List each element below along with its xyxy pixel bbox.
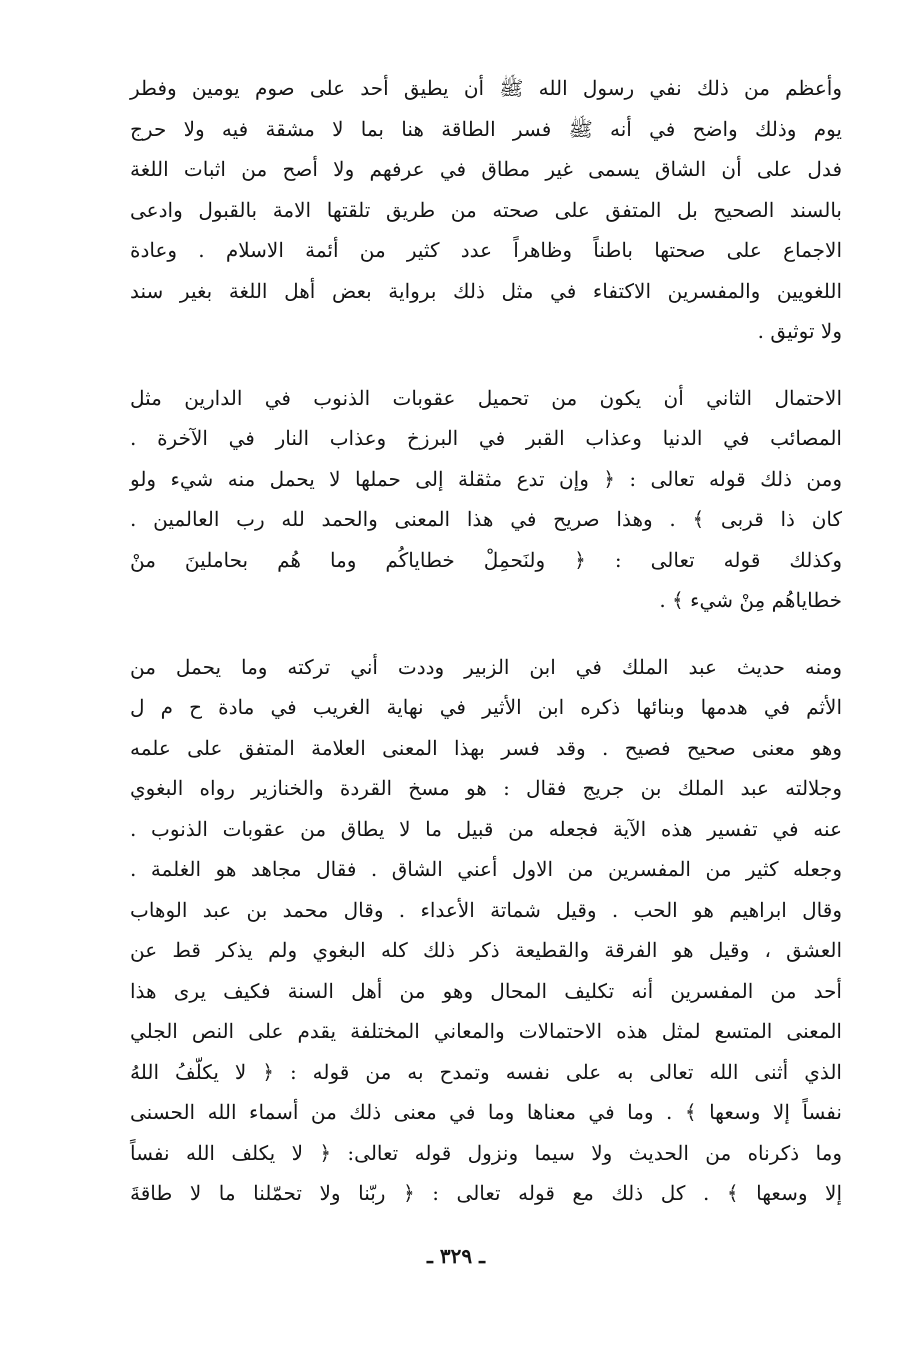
text-line: وكذلك قوله تعالى : ﴿ ولنَحمِلْ خطاياكُم وما هُم بحاملينَ منْ	[130, 547, 842, 572]
text-line: وأعظم من ذلك نفي رسول الله ﷺ أن يطيق أحد على صوم يومين وفطر	[130, 76, 842, 100]
text-line: وما ذكرناه من الحديث ولا سيما ونزول قوله تعالى: ﴿ لا يكلف الله نفساً	[130, 1140, 842, 1165]
text-line: إلا وسعها ﴾ . كل ذلك مع قوله تعالى : ﴿ ربّنا ولا تحمّلنا ما لا طاقةَ	[130, 1181, 842, 1205]
text-line: وجعله كثير من المفسرين من الاول أعني الشاق . فقال مجاهد هو الغلمة .	[130, 857, 842, 881]
paragraph-gap	[130, 352, 842, 378]
text-line: اللغويين والمفسرين الاكتفاء في مثل ذلك برواية بعض أهل اللغة بغير سند	[130, 278, 842, 303]
text-line: وقال ابراهيم هو الحب . وقيل شماتة الأعداء . وقال محمد بن عبد الوهاب	[130, 897, 842, 922]
paragraph-1	[130, 68, 842, 352]
page-body	[130, 68, 842, 1214]
text-line: الأثم في هدمها وبنائها ذكره ابن الأثير في نهاية الغريب في مادة ح م ل	[130, 695, 842, 719]
text-line: وجلالته عبد الملك بن جريج فقال : هو مسخ القردة والخنازير رواه البغوي	[130, 776, 842, 800]
text-line: أحد من المفسرين أنه تكليف المحال وهو من أهل السنة فكيف يرى هذا	[130, 978, 842, 1003]
text-line: ومن ذلك قوله تعالى : ﴿ وإن تدع مثقلة إلى حملها لا يحمل منه شيء ولو	[130, 466, 842, 491]
text-line: فدل على أن الشاق يسمى غير مطاق في عرفهم ولا أصح من اثبات اللغة	[130, 157, 842, 181]
text-line: الذي أثنى الله تعالى به على نفسه وتمدح به من قوله : ﴿ لا يكلّفُ اللهُ	[130, 1059, 842, 1084]
text-line: العشق ، وقيل هو الفرقة والقطيعة ذكر ذلك كله البغوي ولم يذكر قط عن	[130, 938, 842, 962]
paragraph-gap	[130, 621, 842, 647]
text-line: الاحتمال الثاني أن يكون من تحميل عقوبات الذنوب في الدارين مثل	[130, 385, 842, 410]
text-line: ومنه حديث عبد الملك في ابن الزبير وددت أني تركته وما يحمل من	[130, 654, 842, 679]
text-line: عنه في تفسير هذه الآية فجعله من قبيل ما لا يطاق من عقوبات الذنوب .	[130, 816, 842, 841]
text-line: خطاياهُم مِنْ شيء ﴾ .	[659, 588, 842, 612]
text-line: بالسند الصحيح بل المتفق على صحته من طريق تلقتها الامة بالقبول وادعى	[130, 197, 842, 222]
text-line: يوم وذلك واضح في أنه ﷺ فسر الطاقة هنا بما لا مشقة فيه ولا حرج	[130, 116, 842, 141]
text-line: المعنى المتسع لمثل هذه الاحتمالات والمعاني المختلفة يقدم على النص الجلي	[130, 1019, 842, 1043]
text-line: كان ذا قربى ﴾ . وهذا صريح في هذا المعنى والحمد لله رب العالمين .	[130, 507, 842, 531]
text-line: ولا توثيق .	[757, 319, 842, 343]
text-line: المصائب في الدنيا وعذاب القبر في البرزخ وعذاب النار في الآخرة .	[130, 426, 842, 450]
text-line: وهو معنى صحيح فصيح . وقد فسر بهذا المعنى العلامة المتفق على علمه	[130, 735, 842, 760]
paragraph-3	[130, 647, 842, 1214]
page-number: ـ ٣٢٩ ـ	[427, 1244, 485, 1268]
paragraph-2	[130, 378, 842, 621]
text-line: الاجماع على صحتها باطناً وظاهراً عدد كثير من أئمة الاسلام . وعادة	[130, 238, 842, 262]
text-line: نفساً إلا وسعها ﴾ . وما في معناها وما في معنى ذلك من أسماء الله الحسنى	[130, 1100, 842, 1124]
